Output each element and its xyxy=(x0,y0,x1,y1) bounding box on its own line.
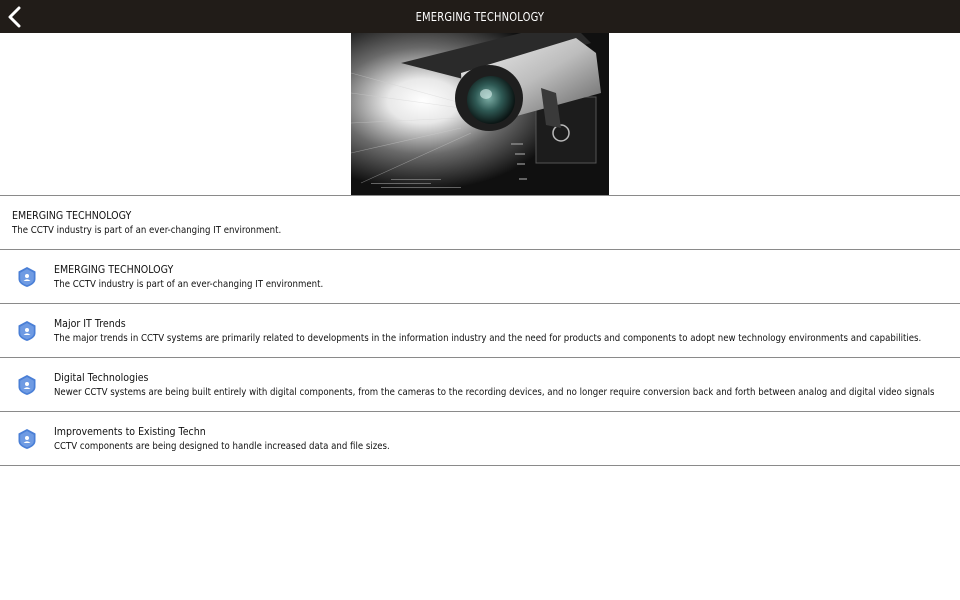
hero-image-container xyxy=(0,33,960,195)
shield-user-icon xyxy=(17,428,37,450)
list-item-title: Digital Technologies xyxy=(54,370,149,384)
shield-user-icon xyxy=(17,374,37,396)
list-item-description: Newer CCTV systems are being built entirely with digital components, from the cameras to the recording devices, and no longer require conversion back and forth between analog and digital video signals xyxy=(54,386,935,398)
intro-section xyxy=(0,196,960,250)
list-item-description: The major trends in CCTV systems are primarily related to developments in the information industry and the need for products and components to adopt new technology environments and capabilities. xyxy=(54,332,922,344)
page-title: EMERGING TECHNOLOGY xyxy=(415,9,545,24)
list-item-title: Major IT Trends xyxy=(54,316,126,330)
intro-title: EMERGING TECHNOLOGY xyxy=(12,208,132,222)
list-item[interactable] xyxy=(0,358,960,412)
shield-user-icon xyxy=(17,266,37,288)
cctv-camera-image xyxy=(351,33,609,195)
chevron-left-icon xyxy=(7,6,23,28)
shield-user-icon xyxy=(17,320,37,342)
content-list xyxy=(0,195,960,466)
list-item-title: EMERGING TECHNOLOGY xyxy=(54,262,174,276)
list-item[interactable] xyxy=(0,250,960,304)
list-item-description: CCTV components are being designed to handle increased data and file sizes. xyxy=(54,440,390,452)
list-item-title: Improvements to Existing Techn xyxy=(54,424,206,438)
list-item[interactable] xyxy=(0,412,960,466)
back-button[interactable] xyxy=(2,0,28,33)
list-item[interactable] xyxy=(0,304,960,358)
list-item-description: The CCTV industry is part of an ever-changing IT environment. xyxy=(54,278,324,290)
intro-description: The CCTV industry is part of an ever-changing IT environment. xyxy=(12,224,282,236)
top-app-bar xyxy=(0,0,960,33)
